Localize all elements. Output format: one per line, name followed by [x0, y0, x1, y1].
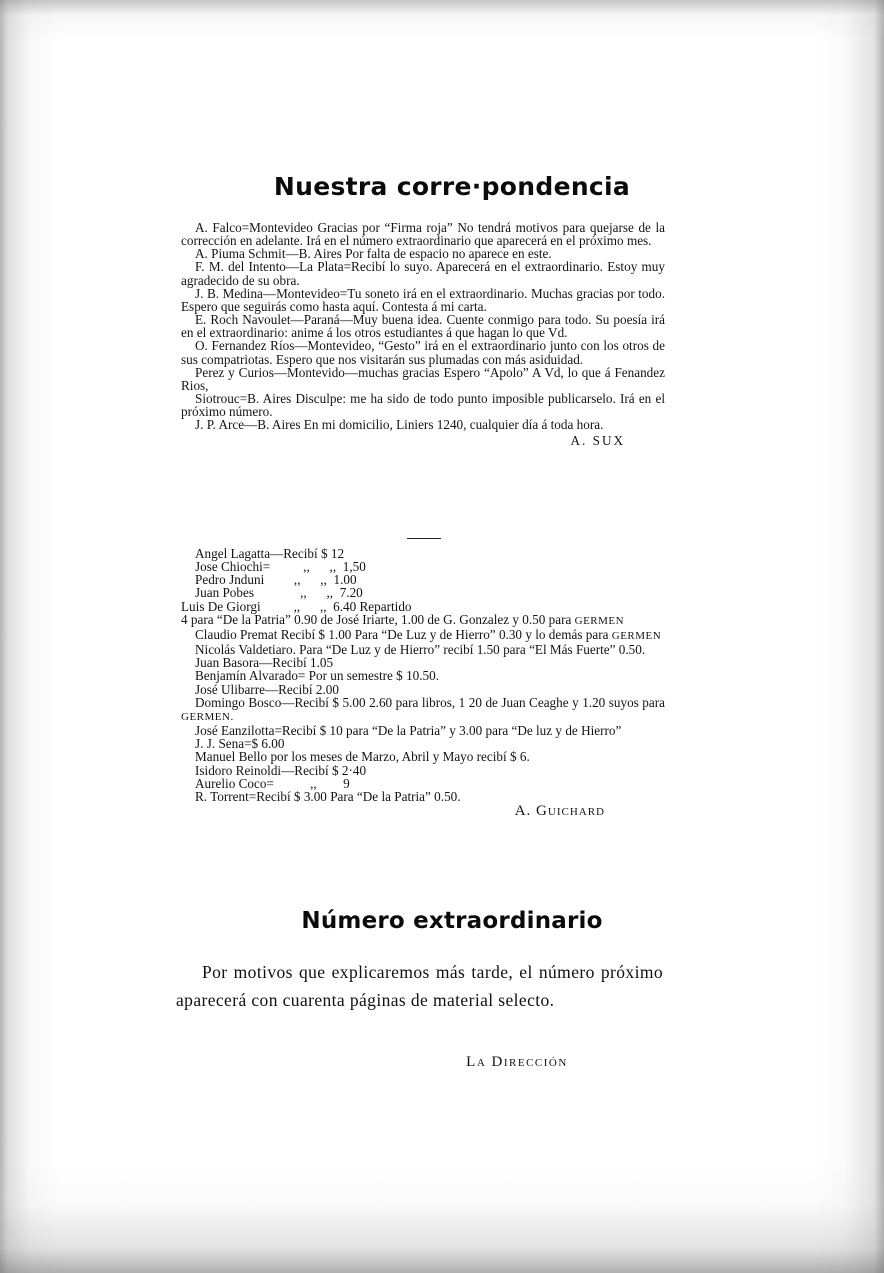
receipt-text: J. J. Sena=$ 6.00	[195, 736, 285, 752]
correspondence-paragraph: E. Roch Navoulet—Paraná—Muy buena idea. Cuente conmigo para todo. Su poesía irá en el extraordinario: anime á los otros estudiantes á que hagan lo que Vd.	[181, 312, 665, 341]
extraordinary-notice	[176, 958, 663, 1014]
correspondence-paragraph: A. Falco=Montevideo Gracias por “Firma roja” No tendrá motivos para quejarse de la corrección en adelante. Irá en el número extraordinario que aparecerá en el próximo mes.	[181, 220, 665, 249]
extraordinary-signature: La Dirección	[466, 1054, 568, 1070]
receipt-text: Isidoro Reinoldi—Recibí $ 2·40	[195, 762, 367, 778]
receipt-text: José Eanzilotta=Recibí $ 10 para “De la Patria” y 3.00 para “De luz y de Hierro”	[195, 723, 622, 739]
correspondence-paragraph: Perez y Curios—Montevido—muchas gracias Espero “Apolo” A Vd, lo que á Fenandez Rios,	[181, 364, 665, 393]
section-divider	[407, 538, 441, 539]
correspondence-paragraph: O. Fernandez Ríos—Montevideo, “Gesto” irá en el extraordinario junto con los otros de sus compatriotas. Espero que nos visitarán sus plumadas con más asiduidad.	[181, 338, 665, 367]
receipt-text: 4 para “De la Patria” 0.90 de José Iriarte, 1.00 de G. Gonzalez y 0.50 para	[181, 611, 572, 627]
scan-edge-bottom	[0, 1163, 884, 1273]
receipts-section	[181, 547, 665, 818]
receipt-text: Juan Pobes ,, ,, 7.20	[195, 585, 363, 601]
receipt-text: Aurelio Coco= ,, 9	[195, 775, 350, 791]
receipt-text: Pedro Jnduni ,, ,, 1.00	[195, 572, 357, 588]
correspondence-paragraph: Siotrouc=B. Aires Disculpe: me ha sido de todo punto imposible publicarselo. Irá en el próximo número.	[181, 391, 665, 420]
receipt-text: Luis De Giorgi ,, ,, 6.40 Repartido	[181, 598, 412, 614]
receipt-text: R. Torrent=Recibí $ 3.00 Para “De la Patria” 0.50.	[195, 788, 461, 804]
receipt-publication-name: GERMEN	[611, 629, 662, 642]
receipt-text: José Ulibarre—Recibí 2.00	[195, 681, 339, 697]
receipt-line	[181, 696, 665, 724]
correspondence-section	[181, 221, 665, 447]
correspondence-signature: A. SUX	[570, 432, 625, 448]
receipt-publication-name: GERMEN.	[181, 710, 234, 723]
receipt-text: Domingo Bosco—Recibí $ 5.00 2.60 para libros, 1 20 de Juan Ceaghe y 1.20 suyos para	[195, 694, 665, 710]
extraordinary-body: Por motivos que explicaremos más tarde, el número próximo aparecerá con cuarenta páginas de material selecto.	[176, 962, 663, 1010]
correspondence-paragraph: A. Piuma Schmit—B. Aires Por falta de espacio no aparece en este.	[195, 246, 552, 262]
receipt-line	[181, 628, 665, 643]
receipt-text: Juan Basora—Recibí 1.05	[195, 655, 334, 671]
receipts-list	[181, 547, 665, 803]
receipt-line	[181, 613, 665, 628]
receipt-publication-name: GERMEN	[574, 614, 625, 627]
receipt-text: Manuel Bello por los meses de Marzo, Abril y Mayo recibí $ 6.	[195, 749, 530, 765]
correspondence-title: Nuestra corre·pondencia	[273, 172, 631, 201]
scan-edge-top	[0, 0, 884, 40]
receipt-text: Angel Lagatta—Recibí $ 12	[195, 546, 345, 561]
receipt-text: Nicolás Valdetiaro. Para “De Luz y de Hierro” recibí 1.50 para “El Más Fuerte” 0.50.	[195, 642, 646, 658]
receipt-line	[181, 790, 665, 803]
receipt-text: Jose Chiochi= ,, ,, 1,50	[195, 559, 366, 575]
receipt-text: Claudio Premat Recibí $ 1.00 Para “De Luz y de Hierro” 0.30 y lo demás para	[195, 626, 609, 642]
correspondence-paragraph: J. P. Arce—B. Aires En mi domicilio, Liniers 1240, cualquier día á toda hora.	[195, 417, 604, 433]
correspondence-paragraph: F. M. del Intento—La Plata=Recibí lo suyo. Aparecerá en el extraordinario. Estoy muy agradecido de su obra.	[181, 259, 665, 288]
receipt-text: Benjamín Alvarado= Por un semestre $ 10.50.	[195, 668, 440, 684]
receipts-signature: A. Guichard	[514, 802, 605, 819]
extraordinary-title: Número extraordinario	[301, 908, 603, 934]
correspondence-paragraph: J. B. Medina—Montevideo=Tu soneto irá en el extraordinario. Muchas gracias por todo. Espero que seguirás como hasta aquí. Contesta á mi carta.	[181, 285, 665, 314]
